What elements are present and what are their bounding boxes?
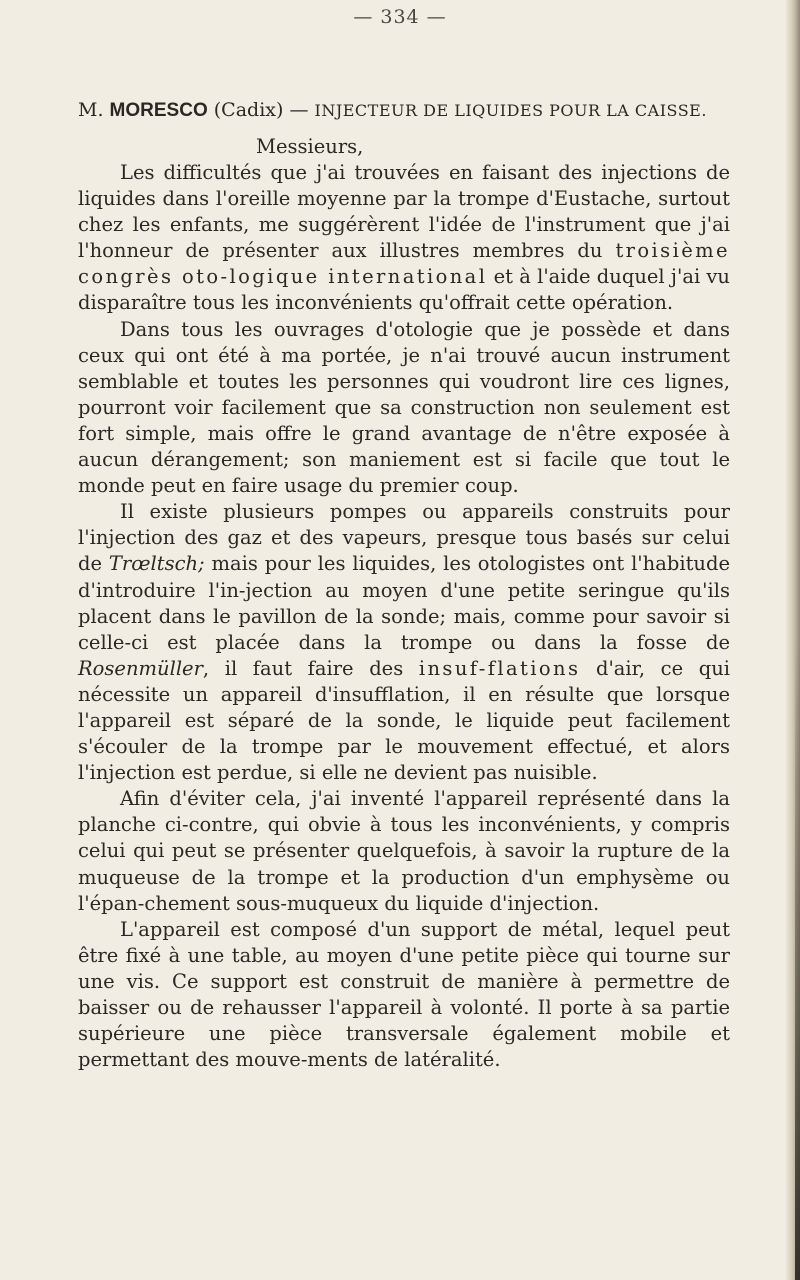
page-number: — 334 — (353, 6, 447, 28)
paragraph-5: L'appareil est composé d'un support de métal, lequel peut être fixé à une table, au moyen d'une petite pièce qui tourne sur une vis. Ce support est construit de manière à permettre de baisser ou de rehausser l'appareil à volonté. Il porte à sa partie supérieure une pièce transversale également mobile et permettant des mouve-ments de latéralité. (78, 917, 730, 1072)
paragraph-3-text-a: Il existe plusieurs pompes ou appareils construits pour l'injection des gaz et des vapeurs, presque tous basés sur celui de (78, 500, 730, 576)
paragraph-3 (78, 499, 730, 786)
paragraph-1-spaced-text: troisième congrès oto-logique international (78, 239, 730, 289)
article-title: INJECTEUR DE LIQUIDES POUR LA CAISSE. (314, 101, 707, 120)
paragraph-3-italic-rosenmuller: Rosenmüller (78, 656, 203, 680)
author-name: MORESCO (109, 100, 208, 121)
paragraph-1-text-b: et à l'aide duquel j'ai vu disparaître tous les inconvénients qu'offrait cette opération. (78, 265, 730, 315)
paragraph-3-italic-troeltsch: Trœltsch; (108, 552, 205, 576)
paragraph-3-text-d: d'air, ce qui nécessite un appareil d'insufflation, il en résulte que lorsque l'appareil est séparé de la sonde, le liquide peut facilement s'écouler de la trompe par le mouvement effectué, et alors l'injection est perdue, si elle ne devient pas nuisible. (78, 656, 730, 785)
paragraph-1 (78, 160, 730, 317)
page-binding-shadow (795, 640, 800, 1280)
article-heading (78, 98, 730, 123)
article-text (78, 98, 730, 1073)
paragraph-2: Dans tous les ouvrages d'otologie que je possède et dans ceux qui ont été à ma portée, je n'ai trouvé aucun instrument semblable et toutes les personnes qui voudront lire ces lignes, pourront voir facilement que sa construction non seulement est fort simple, mais offre le grand avantage de n'être exposée à aucun dérangement; son maniement est si facile que tout le monde peut en faire usage du premier coup. (78, 317, 730, 498)
heading-prefix: M. (78, 99, 110, 121)
author-location: (Cadix) — (207, 99, 315, 121)
paragraph-4: Afin d'éviter cela, j'ai inventé l'appareil représenté dans la planche ci-contre, qui obvie à tous les inconvénients, y compris celui qui peut se présenter quelquefois, à savoir la rupture de la muqueuse de la trompe et la production d'un emphysème ou l'épan-chement sous-muqueux du liquide d'injection. (78, 787, 730, 915)
paragraph-3-text-c: , il faut faire des (202, 656, 419, 680)
salutation: Messieurs, (256, 135, 364, 158)
paragraph-3-spaced-text: insuf-flations (418, 656, 581, 680)
paragraph-3-text-b: mais pour les liquides, les otologistes ont l'habitude d'introduire l'in-jection au moyen d'une petite seringue qu'ils placent dans le pavillon de la sonde; mais, comme pour savoir si celle-ci est placée dans la trompe ou dans la fosse de (78, 552, 730, 654)
paragraph-1-text-a: Les difficultés que j'ai trouvées en faisant des injections de liquides dans l'oreille moyenne par la trompe d'Eustache, surtout chez les enfants, me suggérèrent l'idée de l'instrument que j'ai l'honneur de présenter aux illustres membres du (78, 161, 730, 263)
